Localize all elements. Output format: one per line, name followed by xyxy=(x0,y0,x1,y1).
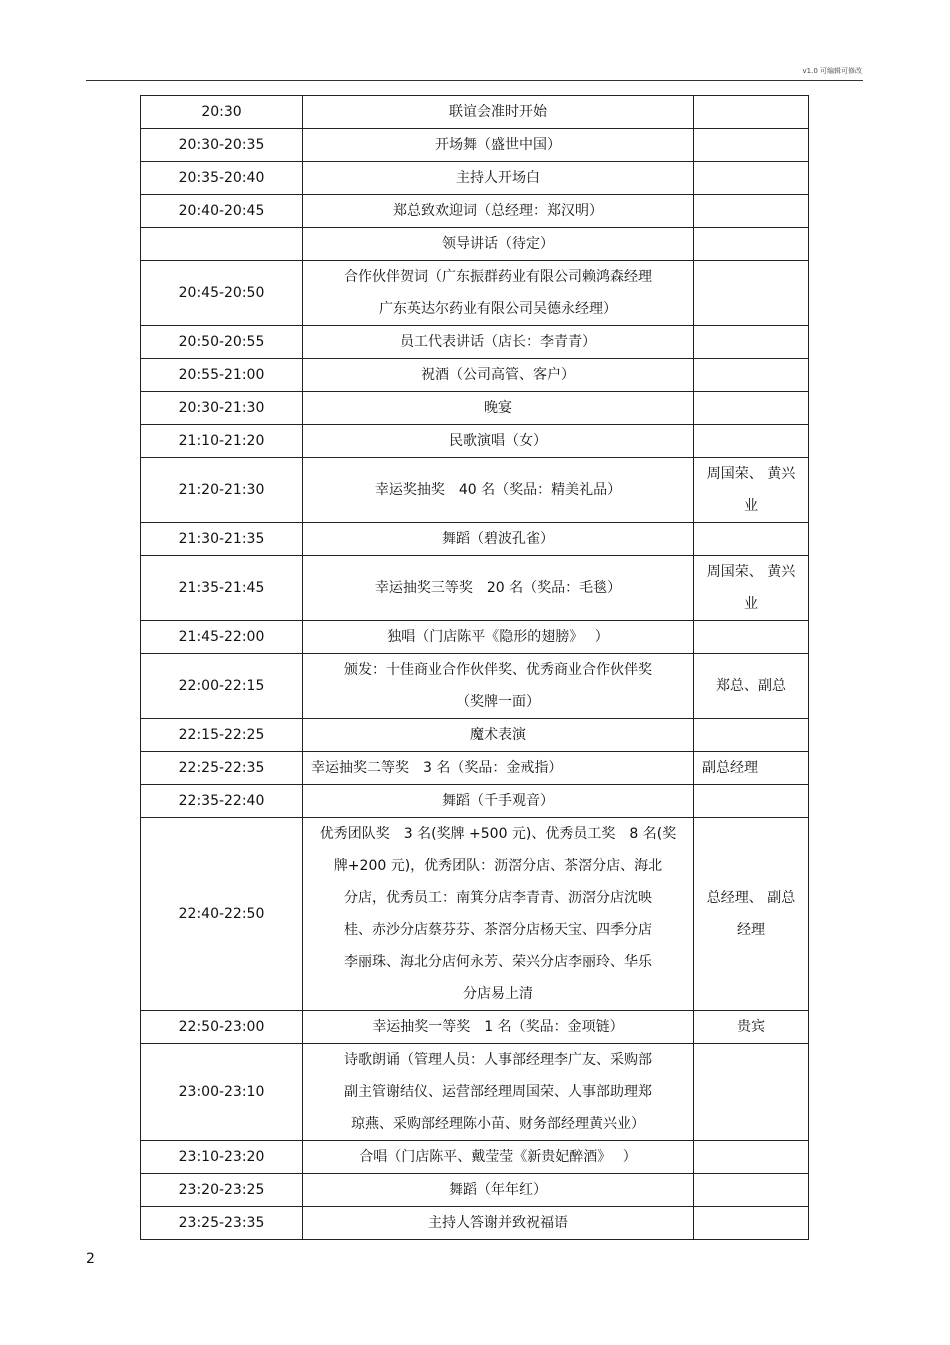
program-item-cell xyxy=(303,785,694,818)
program-item-cell xyxy=(303,425,694,458)
time-cell: 23:25-23:35 xyxy=(141,1207,303,1240)
header-version-note: v1.0 可编辑可修改 xyxy=(802,67,862,75)
presenter-cell xyxy=(694,752,809,785)
time-cell: 20:55-21:00 xyxy=(141,359,303,392)
presenter-line: 业 xyxy=(744,498,758,514)
program-item-line: 舞蹈（年年红） xyxy=(449,1182,547,1198)
presenter-line: 贵宾 xyxy=(737,1019,765,1035)
time-cell: 21:45-22:00 xyxy=(141,621,303,654)
presenter-cell xyxy=(694,96,809,129)
program-item-line: 琼燕、采购部经理陈小苗、财务部经理黄兴业） xyxy=(351,1116,645,1132)
program-item-line: 独唱（门店陈平《隐形的翅膀》 ） xyxy=(387,629,609,645)
program-item-line: 广东英达尔药业有限公司吴德永经理） xyxy=(379,301,617,317)
presenter-cell xyxy=(694,195,809,228)
table-row xyxy=(141,228,809,261)
time-cell: 20:30 xyxy=(141,96,303,129)
time-cell: 20:50-20:55 xyxy=(141,326,303,359)
presenter-cell xyxy=(694,129,809,162)
schedule-table xyxy=(140,95,809,1240)
time-cell: 21:30-21:35 xyxy=(141,523,303,556)
table-row xyxy=(141,425,809,458)
table-row xyxy=(141,129,809,162)
program-item-line: 员工代表讲话（店长：李青青） xyxy=(400,334,596,350)
presenter-cell xyxy=(694,425,809,458)
program-item-line: 副主管谢结仪、运营部经理周国荣、人事部助理郑 xyxy=(344,1084,652,1100)
program-item-cell xyxy=(303,326,694,359)
program-item-cell xyxy=(303,1141,694,1174)
program-item-cell xyxy=(303,654,694,719)
program-item-line: 联谊会准时开始 xyxy=(449,104,547,120)
time-cell: 21:35-21:45 xyxy=(141,556,303,621)
time-cell: 22:50-23:00 xyxy=(141,1011,303,1044)
presenter-cell xyxy=(694,162,809,195)
time-cell: 22:25-22:35 xyxy=(141,752,303,785)
table-row xyxy=(141,392,809,425)
program-item-cell xyxy=(303,621,694,654)
program-item-line: 主持人开场白 xyxy=(456,170,540,186)
presenter-cell xyxy=(694,556,809,621)
program-item-cell xyxy=(303,392,694,425)
presenter-cell xyxy=(694,1207,809,1240)
presenter-cell xyxy=(694,1141,809,1174)
program-item-line: 牌+200 元)，优秀团队：沥滘分店、茶滘分店、海北 xyxy=(333,858,663,874)
table-row xyxy=(141,458,809,523)
presenter-cell xyxy=(694,621,809,654)
program-item-cell xyxy=(303,359,694,392)
program-item-line: 幸运奖抽奖 40 名（奖品：精美礼品） xyxy=(374,482,622,498)
program-item-line: （奖牌一面） xyxy=(456,694,540,710)
presenter-cell xyxy=(694,228,809,261)
table-row xyxy=(141,96,809,129)
time-cell: 22:15-22:25 xyxy=(141,719,303,752)
presenter-cell xyxy=(694,719,809,752)
presenter-line: 副总经理 xyxy=(702,760,758,776)
program-item-cell xyxy=(303,1011,694,1044)
program-item-line: 郑总致欢迎词（总经理：郑汉明） xyxy=(393,203,603,219)
program-item-cell xyxy=(303,1044,694,1141)
table-row xyxy=(141,523,809,556)
table-row xyxy=(141,785,809,818)
program-item-cell xyxy=(303,228,694,261)
program-item-line: 合作伙伴贺词（广东振群药业有限公司赖鸿森经理 xyxy=(344,269,652,285)
presenter-cell xyxy=(694,359,809,392)
program-item-cell xyxy=(303,752,694,785)
program-item-line: 分店易上清 xyxy=(463,986,533,1002)
table-row xyxy=(141,1174,809,1207)
program-item-line: 舞蹈（碧波孔雀） xyxy=(442,531,554,547)
program-item-line: 祝酒（公司高管、客户） xyxy=(421,367,575,383)
program-item-cell xyxy=(303,195,694,228)
presenter-cell xyxy=(694,785,809,818)
page-number: 2 xyxy=(86,1251,95,1267)
presenter-cell xyxy=(694,654,809,719)
program-item-line: 开场舞（盛世中国） xyxy=(435,137,561,153)
program-item-cell xyxy=(303,1207,694,1240)
time-cell: 20:35-20:40 xyxy=(141,162,303,195)
program-item-line: 晚宴 xyxy=(484,400,512,416)
time-cell: 20:30-20:35 xyxy=(141,129,303,162)
presenter-line: 总经理、 副总 xyxy=(706,890,796,906)
time-cell: 20:30-21:30 xyxy=(141,392,303,425)
presenter-cell xyxy=(694,326,809,359)
header-divider xyxy=(86,80,863,81)
program-item-line: 民歌演唱（女） xyxy=(449,433,547,449)
program-item-cell xyxy=(303,1174,694,1207)
presenter-cell xyxy=(694,1174,809,1207)
presenter-cell xyxy=(694,392,809,425)
time-cell xyxy=(141,228,303,261)
program-item-line: 诗歌朗诵（管理人员：人事部经理李广友、采购部 xyxy=(344,1052,652,1068)
time-cell: 21:20-21:30 xyxy=(141,458,303,523)
time-cell: 20:40-20:45 xyxy=(141,195,303,228)
program-item-line: 分店，优秀员工：南箕分店李青青、沥滘分店沈映 xyxy=(344,890,652,906)
program-item-line: 合唱（门店陈平、戴莹莹《新贵妃醉酒》 ） xyxy=(359,1149,637,1165)
presenter-cell xyxy=(694,261,809,326)
schedule-body xyxy=(141,96,809,1240)
table-row xyxy=(141,326,809,359)
presenter-cell xyxy=(694,458,809,523)
table-row xyxy=(141,621,809,654)
table-row xyxy=(141,752,809,785)
time-cell: 22:00-22:15 xyxy=(141,654,303,719)
program-item-line: 领导讲话（待定） xyxy=(442,236,554,252)
presenter-cell xyxy=(694,523,809,556)
program-item-cell xyxy=(303,129,694,162)
presenter-cell xyxy=(694,818,809,1011)
program-item-line: 李丽珠、海北分店何永芳、荣兴分店李丽玲、华乐 xyxy=(344,954,652,970)
program-item-line: 桂、赤沙分店蔡芬芬、茶滘分店杨天宝、四季分店 xyxy=(344,922,652,938)
table-row xyxy=(141,261,809,326)
table-row xyxy=(141,162,809,195)
table-row xyxy=(141,556,809,621)
time-cell: 21:10-21:20 xyxy=(141,425,303,458)
program-item-cell xyxy=(303,162,694,195)
program-item-line: 颁发：十佳商业合作伙伴奖、优秀商业合作伙伴奖 xyxy=(344,662,652,678)
presenter-line: 业 xyxy=(744,596,758,612)
program-item-line: 魔术表演 xyxy=(470,727,526,743)
table-row xyxy=(141,719,809,752)
table-row xyxy=(141,1141,809,1174)
table-row xyxy=(141,818,809,1011)
presenter-cell xyxy=(694,1044,809,1141)
table-row xyxy=(141,359,809,392)
presenter-cell xyxy=(694,1011,809,1044)
table-row xyxy=(141,195,809,228)
program-item-line: 优秀团队奖 3 名(奖牌 +500 元)、优秀员工奖 8 名(奖 xyxy=(319,826,677,842)
table-row xyxy=(141,654,809,719)
time-cell: 23:00-23:10 xyxy=(141,1044,303,1141)
program-item-cell xyxy=(303,818,694,1011)
program-item-cell xyxy=(303,458,694,523)
program-item-cell xyxy=(303,719,694,752)
program-item-cell xyxy=(303,96,694,129)
program-item-line: 舞蹈（千手观音） xyxy=(442,793,554,809)
presenter-line: 周国荣、 黄兴 xyxy=(706,564,796,580)
program-item-line: 幸运抽奖一等奖 1 名（奖品：金项链） xyxy=(372,1019,624,1035)
program-item-line: 主持人答谢并致祝福语 xyxy=(428,1215,568,1231)
time-cell: 23:20-23:25 xyxy=(141,1174,303,1207)
table-row xyxy=(141,1207,809,1240)
program-item-cell xyxy=(303,523,694,556)
program-item-line: 幸运抽奖三等奖 20 名（奖品：毛毯） xyxy=(374,580,622,596)
time-cell: 20:45-20:50 xyxy=(141,261,303,326)
time-cell: 23:10-23:20 xyxy=(141,1141,303,1174)
presenter-line: 经理 xyxy=(737,922,765,938)
table-row xyxy=(141,1044,809,1141)
table-row xyxy=(141,1011,809,1044)
program-item-cell xyxy=(303,556,694,621)
time-cell: 22:40-22:50 xyxy=(141,818,303,1011)
presenter-line: 周国荣、 黄兴 xyxy=(706,466,796,482)
time-cell: 22:35-22:40 xyxy=(141,785,303,818)
program-item-cell xyxy=(303,261,694,326)
presenter-line: 郑总、副总 xyxy=(716,678,786,694)
program-item-line: 幸运抽奖二等奖 3 名（奖品：金戒指） xyxy=(311,760,563,776)
